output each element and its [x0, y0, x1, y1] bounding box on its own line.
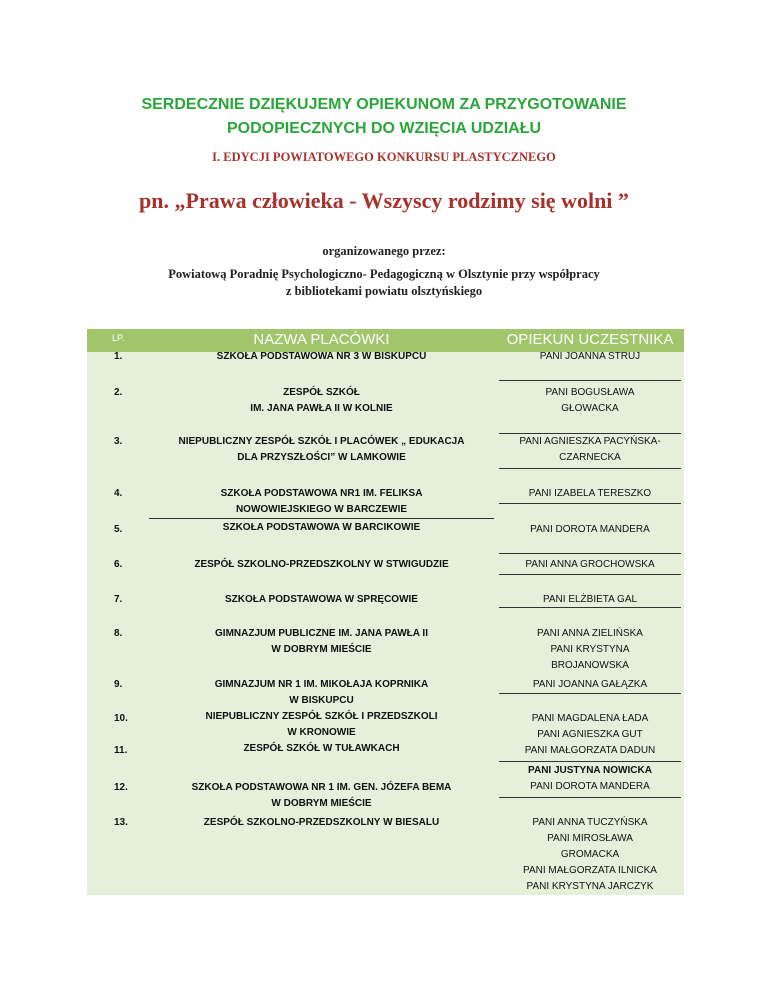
row-4-guardian	[499, 486, 681, 502]
row-10-guardian	[499, 711, 681, 743]
guardian-underline	[499, 433, 681, 434]
guardian-underline	[499, 607, 681, 608]
organizer-line-2: z bibliotekami powiatu olsztyńskiego	[285, 284, 483, 298]
row-10-guardian-line: PANI AGNIESZKA GUT	[537, 729, 643, 740]
row-5-guardian	[499, 522, 681, 538]
row-2-guardian-line: GŁOWACKA	[561, 403, 619, 414]
row-6-guardian	[499, 557, 681, 573]
row-8-guardian-line: BROJANOWSKA	[551, 660, 629, 671]
row-13-guardian	[499, 815, 681, 895]
row-6-name	[149, 557, 494, 573]
row-2-name-line: ZESPÓŁ SZKÓŁ	[283, 387, 360, 398]
row-5-lp: 5.	[114, 524, 123, 535]
row-3-lp: 3.	[114, 436, 123, 447]
guardian-underline	[499, 553, 681, 554]
row-12-guardian-line: PANI JUSTYNA NOWICKA	[528, 765, 652, 776]
row-11-guardian-line: PANI MAŁGORZATA DADUN	[524, 745, 656, 756]
row-4-name	[149, 486, 494, 518]
row-9-name-line: W BISKUPCU	[289, 695, 354, 706]
row-2-name-line: IM. JANA PAWŁA II W KOLNIE	[250, 403, 393, 414]
title-line-2: PODOPIECZNYCH DO WZIĘCIA UDZIAŁU	[226, 120, 542, 137]
row-2-guardian-line: PANI BOGUSŁAWA	[545, 387, 635, 398]
guardian-underline	[499, 503, 681, 504]
row-13-guardian-line: PANI MAŁGORZATA ILNICKA	[523, 865, 657, 876]
row-11-name-line: ZESPÓŁ SZKÓŁ W TUŁAWKACH	[243, 743, 400, 754]
row-4-name-line: NOWOWIEJSKIEGO W BARCZEWIE	[235, 504, 408, 515]
row-12-guardian	[499, 763, 681, 795]
name-underline	[149, 518, 494, 519]
row-8-guardian	[499, 626, 681, 674]
row-13-name	[149, 815, 494, 831]
row-1-guardian	[499, 349, 681, 365]
row-2-lp: 2.	[114, 387, 123, 398]
participants-table	[87, 329, 684, 895]
row-7-lp: 7.	[114, 594, 123, 605]
row-8-guardian-line: PANI KRYSTYNA	[550, 644, 630, 655]
organizer-line-1: Powiatową Poradnię Psychologiczno- Pedagogiczną w Olsztynie przy współpracy	[168, 267, 600, 281]
contest-name: pn. „Prawa człowieka - Wszyscy rodzimy się wolni ”	[139, 188, 629, 213]
row-6-guardian-line: PANI ANNA GROCHOWSKA	[525, 559, 655, 570]
row-8-guardian-line: PANI ANNA ZIELIŃSKA	[537, 628, 643, 639]
row-10-name-line: NIEPUBLICZNY ZESPÓŁ SZKÓŁ I PRZEDSZKOLI	[205, 711, 438, 722]
row-3-guardian	[499, 434, 681, 466]
row-8-name	[149, 626, 494, 658]
row-5-name	[149, 520, 494, 536]
row-4-lp: 4.	[114, 488, 123, 499]
title	[0, 93, 768, 141]
row-13-name-line: ZESPÓŁ SZKOLNO-PRZEDSZKOLNY W BIESALU	[203, 817, 440, 828]
row-6-lp: 6.	[114, 559, 123, 570]
row-3-name-line: DLA PRZYSZŁOŚCI” W LAMKOWIE	[237, 452, 406, 463]
row-12-name	[149, 780, 494, 812]
row-1-name	[149, 349, 494, 365]
organizer	[0, 266, 768, 300]
row-3-guardian-line: CZARNECKA	[559, 452, 621, 463]
row-13-guardian-line: PANI MIROSŁAWA	[547, 833, 633, 844]
guardian-underline	[499, 574, 681, 575]
row-13-guardian-line: GROMACKA	[560, 849, 620, 860]
row-1-guardian-line: PANI JOANNA STRUJ	[539, 351, 641, 362]
row-6-name-line: ZESPÓŁ SZKOLNO-PRZEDSZKOLNY W STWIGUDZIE	[194, 559, 449, 570]
row-9-guardian	[499, 677, 681, 693]
row-11-name	[149, 741, 494, 757]
row-13-lp: 13.	[114, 817, 128, 828]
row-7-guardian-line: PANI ELŻBIETA GAL	[542, 594, 638, 605]
guardian-underline	[499, 761, 681, 762]
row-2-name	[149, 385, 494, 417]
row-4-name-line: SZKOŁA PODSTAWOWA NR1 IM. FELIKSA	[220, 488, 423, 499]
row-11-guardian	[499, 743, 681, 759]
row-9-name	[149, 677, 494, 709]
row-4-guardian-line: PANI IZABELA TERESZKO	[528, 488, 652, 499]
organizer-label: organizowanego przez:	[322, 244, 446, 258]
row-9-guardian-line: PANI JOANNA GAŁĄZKA	[532, 679, 648, 690]
guardian-underline	[499, 468, 681, 469]
row-7-guardian	[499, 592, 681, 608]
row-9-lp: 9.	[114, 679, 123, 690]
row-10-guardian-line: PANI MAGDALENA ŁADA	[531, 713, 649, 724]
guardian-underline	[499, 380, 681, 381]
row-5-guardian-line: PANI DOROTA MANDERA	[530, 524, 650, 535]
row-12-name-line: SZKOŁA PODSTAWOWA NR 1 IM. GEN. JÓZEFA BEMA	[191, 782, 452, 793]
row-3-guardian-line: PANI AGNIESZKA PACYŃSKA-	[519, 436, 661, 447]
row-2-guardian	[499, 385, 681, 417]
guardian-underline	[499, 797, 681, 798]
row-1-name-line: SZKOŁA PODSTAWOWA NR 3 W BISKUPCU	[216, 351, 427, 362]
row-1-lp: 1.	[114, 351, 123, 362]
row-12-lp: 12.	[114, 782, 128, 793]
row-7-name	[149, 592, 494, 608]
row-9-name-line: GIMNAZJUM NR 1 IM. MIKOŁAJA KOPRNIKA	[214, 679, 429, 690]
guardian-underline	[499, 693, 681, 694]
row-8-name-line: GIMNAZJUM PUBLICZNE IM. JANA PAWŁA II	[215, 628, 428, 639]
row-8-lp: 8.	[114, 628, 123, 639]
edition-line: I. EDYCJI POWIATOWEGO KONKURSU PLASTYCZNEGO	[212, 150, 556, 164]
row-3-name-line: NIEPUBLICZNY ZESPÓŁ SZKÓŁ I PLACÓWEK „ EDUKACJA	[178, 436, 465, 447]
row-13-guardian-line: PANI ANNA TUCZYŃSKA	[532, 817, 648, 828]
row-5-name-line: SZKOŁA PODSTAWOWA W BARCIKOWIE	[222, 522, 421, 533]
row-13-guardian-line: PANI KRYSTYNA JARCZYK	[526, 881, 654, 892]
row-10-name-line: W KRONOWIE	[287, 727, 356, 738]
column-header-lp: LP.	[112, 333, 125, 343]
row-12-name-line: W DOBRYM MIEŚCIE	[271, 798, 372, 809]
row-10-lp: 10.	[114, 713, 128, 724]
column-header-guardian: OPIEKUN UCZESTNIKA	[506, 331, 674, 348]
row-7-name-line: SZKOŁA PODSTAWOWA W SPRĘCOWIE	[225, 594, 418, 605]
column-header-name: NAZWA PLACÓWKI	[253, 331, 390, 348]
title-line-1: SERDECZNIE DZIĘKUJEMY OPIEKUNOM ZA PRZYGOTOWANIE	[141, 96, 627, 113]
row-10-name	[149, 709, 494, 741]
row-11-lp: 11.	[114, 745, 128, 756]
row-3-name	[149, 434, 494, 466]
row-12-guardian-line: PANI DOROTA MANDERA	[530, 781, 650, 792]
row-8-name-line: W DOBRYM MIEŚCIE	[271, 644, 372, 655]
